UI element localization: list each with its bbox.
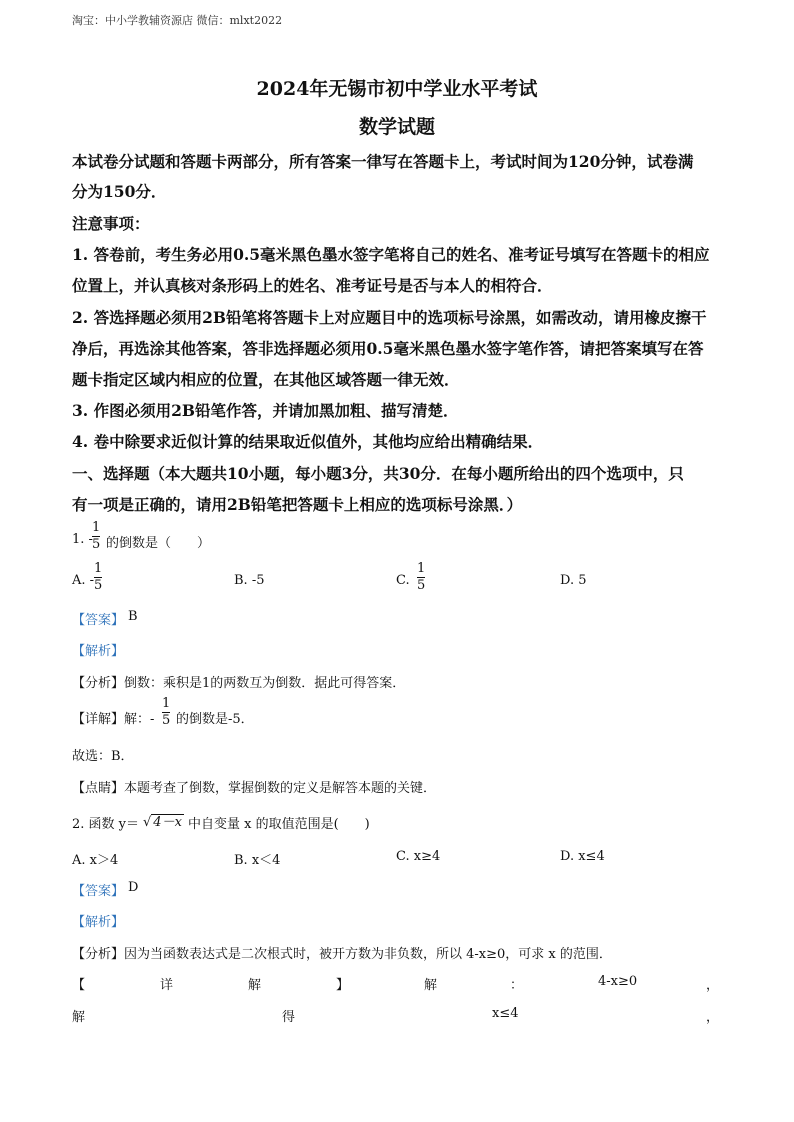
q1-stem-suffix: 的倒数是（ ）: [106, 536, 211, 551]
q1-option-a-den: 5: [94, 578, 103, 593]
q2-sqrt: √ 4－x: [143, 815, 182, 830]
watermark-header: 淘宝：中小学教辅资源店 微信：mlxt2022: [72, 14, 283, 27]
q1-xiangjie-prefix: 【详解】解：-: [72, 712, 155, 727]
q1-option-a-num: 1: [94, 561, 103, 576]
q2-sol-comma: ，: [706, 1010, 720, 1025]
q2-xj-comma: ，: [706, 978, 720, 993]
q2-sol-char-2: 得: [282, 1010, 296, 1025]
q2-xj-colon: ：: [510, 978, 524, 993]
note-1a: 1. 答卷前，考生务必用0.5毫米黑色墨水签字笔将自己的姓名、准考证号填写在答题卡的相应: [72, 245, 710, 264]
exam-title: 2024年无锡市初中学业水平考试: [256, 78, 538, 100]
q1-answer: B: [128, 609, 138, 624]
q2-option-c: C. x≥4: [396, 849, 441, 864]
q1-fraction: [92, 521, 100, 552]
q2-xj-bracket-close: 】: [336, 978, 350, 993]
q2-xj-expr: 4-x≥0: [598, 974, 638, 989]
q2-option-d: D. x≤4: [560, 849, 605, 864]
q2-answer: D: [128, 880, 139, 895]
intro-line-1: 本试卷分试题和答题卡两部分，所有答案一律写在答题卡上，考试时间为120分钟，试卷满: [72, 152, 694, 171]
q2-stem-suffix: 中自变量 x 的取值范围是( ): [188, 817, 370, 832]
note-3: 3. 作图必须用2B铅笔作答，并请加黑加粗、描写清楚．: [72, 401, 459, 420]
exam-subtitle: 数学试题: [358, 116, 435, 138]
q1-prefix: 1. -: [72, 532, 93, 547]
q1-fraction-den: 5: [92, 537, 101, 552]
q1-xiangjie-suffix: 的倒数是-5．: [176, 712, 254, 727]
note-2b: 净后，再选涂其他答案，答非选择题必须用0.5毫米黑色墨水签字笔作答，请把答案填写在答: [72, 339, 704, 358]
q1-option-d: D. 5: [560, 573, 587, 588]
note-1b: 位置上，并认真核对条形码上的姓名、准考证号是否与本人的相符合．: [72, 276, 553, 295]
q2-option-a: A. x＞4: [72, 853, 119, 868]
q1-option-c-num: 1: [417, 561, 426, 576]
q2-answer-tag: 【答案】: [72, 884, 125, 899]
q1-fenxi: 【分析】倒数：乘积是1的两数互为倒数．据此可得答案．: [72, 676, 406, 691]
q1-xiangjie-fraction: [162, 697, 170, 728]
q1-option-a-fraction: [94, 562, 102, 593]
section-1-line-a: 一、选择题（本大题共10小题，每小题3分，共30分．在每小题所给出的四个选项中，只: [72, 464, 684, 483]
q1-answer-tag: 【答案】: [72, 613, 125, 628]
q1-analysis-tag: 【解析】: [72, 644, 125, 659]
intro-line-2: 分为150分．: [72, 182, 167, 201]
q2-analysis-tag: 【解析】: [72, 915, 125, 930]
q1-option-c-prefix: C.: [396, 573, 410, 588]
q2-option-b: B. x＜4: [234, 853, 281, 868]
q1-xiangjie-den: 5: [162, 713, 171, 728]
q1-dianjing: 【点睛】本题考查了倒数，掌握倒数的定义是解答本题的关键．: [72, 781, 437, 796]
q1-xiangjie-num: 1: [162, 696, 171, 711]
q2-xj-char-5: 解: [424, 978, 438, 993]
q2-fenxi: 【分析】因为当函数表达式是二次根式时，被开方数为非负数，所以 4-x≥0，可求 x 的范围．: [72, 947, 612, 962]
q2-sol-result: x≤4: [492, 1006, 519, 1021]
q2-radicand: 4－x: [153, 815, 182, 830]
note-4: 4. 卷中除要求近似计算的结果取近似值外，其他均应给出精确结果．: [72, 432, 544, 451]
section-1-line-b: 有一项是正确的，请用2B铅笔把答题卡上相应的选项标号涂黑．）: [72, 495, 523, 514]
q2-xj-char-2: 详: [160, 978, 174, 993]
q2-stem-prefix: 2. 函数 y＝: [72, 817, 140, 832]
q2-sol-char-1: 解: [72, 1010, 86, 1025]
q1-option-c-den: 5: [417, 578, 426, 593]
q1-option-b: B. -5: [234, 573, 265, 588]
q1-guxuan: 故选：B．: [72, 749, 134, 764]
note-2c: 题卡指定区域内相应的位置，在其他区域答题一律无效．: [72, 370, 460, 389]
q2-xj-bracket-open: 【: [72, 978, 86, 993]
q2-xj-char-3: 解: [248, 978, 262, 993]
q1-option-a-prefix: A. -: [72, 573, 95, 588]
notes-heading: 注意事项：: [72, 214, 150, 233]
note-2a: 2. 答选择题必须用2B铅笔将答题卡上对应题目中的选项标号涂黑，如需改动，请用橡皮擦干: [72, 308, 707, 327]
q1-fraction-num: 1: [92, 520, 101, 535]
q1-option-c-fraction: [417, 562, 425, 593]
